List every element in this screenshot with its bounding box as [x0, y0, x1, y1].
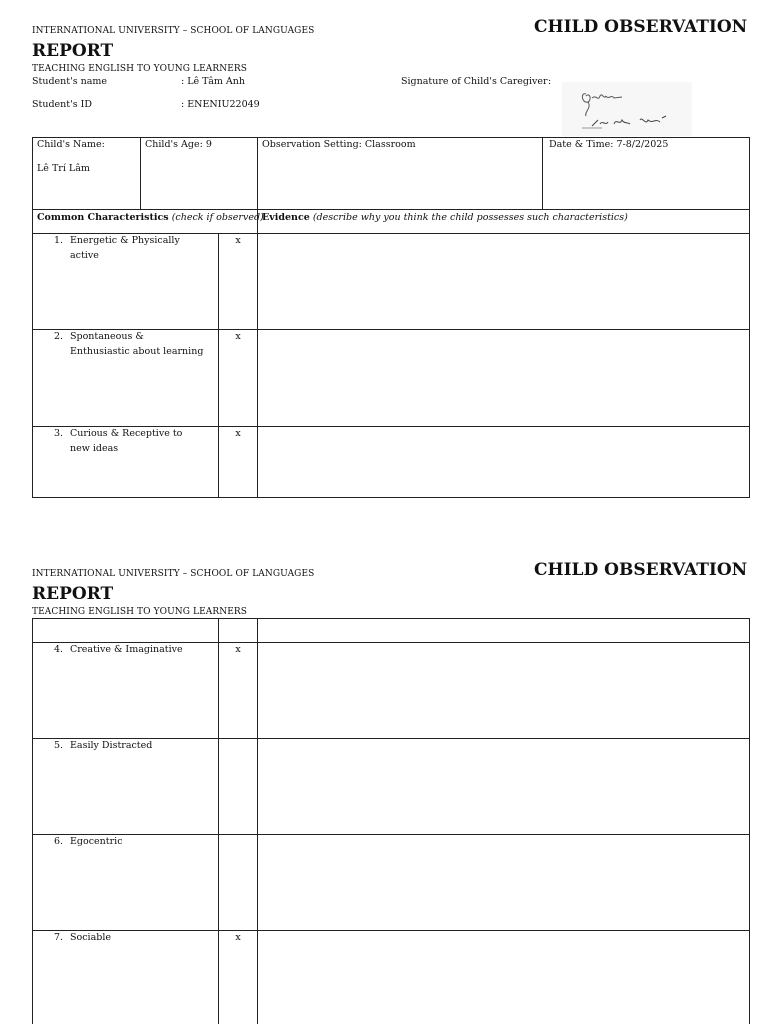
characteristic-item [54, 233, 204, 263]
child-name-label: Child's Name: [37, 139, 105, 150]
item-number: 2. [54, 331, 64, 342]
item-number: 4. [54, 644, 64, 655]
item-check-mark: x [235, 331, 241, 342]
report-title-line2: REPORT [32, 41, 114, 61]
item-number: 7. [54, 932, 64, 943]
observation-datetime: Date & Time: 7-8/2/2025 [549, 139, 669, 150]
table1-border-left [32, 137, 33, 498]
item-label: Energetic & Physically active [70, 235, 180, 261]
table2-border-right [749, 618, 750, 1024]
student-name-label: Student's name [32, 76, 108, 87]
table2-border-top [32, 618, 750, 619]
table1-col-divider [542, 137, 543, 209]
item-label: Creative & Imaginative [70, 644, 183, 655]
evidence-header [262, 210, 628, 225]
university-header: INTERNATIONAL UNIVERSITY – SCHOOL OF LANGUAGES [32, 569, 315, 579]
report-title-line1: CHILD OBSERVATION [534, 17, 748, 37]
item-check-mark: x [235, 235, 241, 246]
characteristic-item [54, 738, 204, 753]
item-number: 1. [54, 235, 64, 246]
signature-colon: : [548, 76, 552, 87]
table1-col-divider [218, 233, 219, 498]
characteristics-header [37, 210, 264, 225]
characteristics-header-italic: (check if observed) [171, 212, 264, 223]
item-check-mark: x [235, 932, 241, 943]
item-label: Spontaneous & Enthusiastic about learning [70, 331, 204, 357]
student-name-value: : Lê Tâm Anh [181, 76, 246, 87]
table2-col-divider [257, 618, 258, 1024]
evidence-header-italic: (describe why you think the child possesses such characteristics) [312, 212, 628, 223]
child-name-value: Lê Trí Lâm [37, 163, 90, 174]
table2-col-divider [218, 618, 219, 1024]
characteristic-item [54, 930, 204, 945]
item-evidence-cell[interactable] [260, 332, 746, 422]
observation-setting: Observation Setting: Classroom [262, 139, 416, 150]
item-label: Easily Distracted [70, 740, 153, 751]
characteristics-header-bold: Common Characteristics [37, 212, 169, 223]
table2-border-left [32, 618, 33, 1024]
table1-col-divider [140, 137, 141, 209]
table1-col-divider [257, 137, 258, 498]
table1-border-right [749, 137, 750, 498]
item-evidence-cell[interactable] [260, 741, 746, 831]
item-evidence-cell[interactable] [260, 645, 746, 735]
item-number: 5. [54, 740, 64, 751]
table1-border-bottom [32, 497, 750, 498]
item-number: 3. [54, 428, 64, 439]
item-number: 6. [54, 836, 64, 847]
characteristic-item [54, 426, 204, 456]
caregiver-signature-image [562, 82, 692, 136]
characteristic-item [54, 329, 204, 359]
university-header: INTERNATIONAL UNIVERSITY – SCHOOL OF LANGUAGES [32, 26, 315, 36]
item-evidence-cell[interactable] [260, 933, 746, 1021]
student-id-value: : ENENIU22049 [181, 99, 260, 110]
item-label: Sociable [70, 932, 111, 943]
course-name: TEACHING ENGLISH TO YOUNG LEARNERS [32, 64, 248, 74]
item-label: Egocentric [70, 836, 123, 847]
item-check-mark: x [235, 644, 241, 655]
report-title-line1: CHILD OBSERVATION [534, 560, 748, 580]
item-evidence-cell[interactable] [260, 236, 746, 326]
signature-label: Signature of Child's Caregiver [401, 76, 548, 87]
report-title-line2: REPORT [32, 584, 114, 604]
course-name: TEACHING ENGLISH TO YOUNG LEARNERS [32, 607, 248, 617]
characteristic-item [54, 642, 204, 657]
child-age: Child's Age: 9 [145, 139, 212, 150]
student-id-label: Student's ID [32, 99, 92, 110]
item-evidence-cell[interactable] [260, 837, 746, 927]
evidence-header-bold: Evidence [262, 212, 310, 223]
characteristic-item [54, 834, 204, 849]
item-check-mark: x [235, 428, 241, 439]
item-evidence-cell[interactable] [260, 429, 746, 494]
item-label: Curious & Receptive to new ideas [70, 428, 183, 454]
